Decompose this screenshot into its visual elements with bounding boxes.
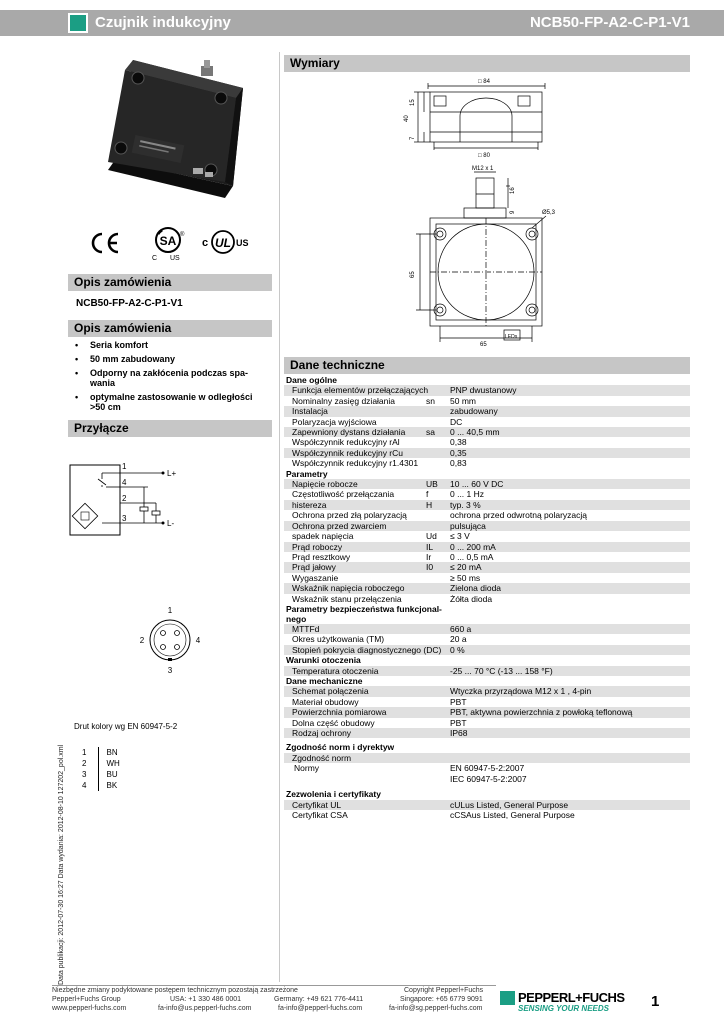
- tech-row: [284, 594, 690, 604]
- ul-mark-icon: [202, 231, 249, 253]
- footer-germany-phone: Germany: +49 621 776-4411: [274, 996, 364, 1003]
- tech-symbol: [426, 753, 450, 763]
- tech-value: 0 ... 1 Hz: [450, 489, 485, 500]
- tech-value: DC: [450, 416, 463, 427]
- feature-item: • Odporny na zakłócenia podczas spa-wania: [72, 368, 270, 388]
- tech-label: Powierzchnia pomiarowa: [292, 707, 387, 718]
- wire-color-row: 1 BN: [72, 747, 120, 758]
- section-order-1: Opis zamówienia: [68, 274, 272, 291]
- tech-label: Częstotliwość przełączania: [292, 489, 395, 500]
- tech-value: ≤ 20 mA: [450, 562, 482, 573]
- tech-label: Współczynnik redukcyjny rAl: [292, 437, 400, 448]
- product-model: NCB50-FP-A2-C-P1-V1: [529, 14, 690, 31]
- tech-value: 0,38: [450, 437, 467, 448]
- tech-value: [450, 753, 690, 763]
- tech-symbol: [426, 448, 450, 458]
- wire-color-row: 3 BU: [72, 769, 120, 780]
- tech-symbol: [426, 686, 450, 696]
- tech-symbol: Ir: [426, 551, 432, 562]
- tech-value: PNP dwustanowy: [450, 385, 517, 396]
- svg-text:65: 65: [480, 342, 487, 348]
- tech-symbol: [426, 634, 450, 644]
- tech-row: [284, 697, 690, 707]
- svg-text:2: 2: [122, 494, 127, 503]
- tech-symbol: [426, 458, 450, 468]
- tech-label: Stopień pokrycia diagnostycznego (DC): [292, 644, 442, 655]
- tech-value: pulsująca: [450, 520, 486, 531]
- tech-row: [284, 645, 690, 655]
- tech-value: cULus Listed, General Purpose: [450, 799, 569, 810]
- tech-row: [284, 634, 690, 644]
- tech-symbol: [426, 573, 450, 583]
- tech-label: Prąd resztkowy: [292, 551, 351, 562]
- tech-symbol: [426, 583, 450, 593]
- tech-value: zabudowany: [450, 406, 498, 417]
- feature-item: • Seria komfort: [72, 340, 270, 350]
- tech-label: Nominalny zasięg działania: [292, 395, 396, 406]
- tech-label: Schemat połączenia: [292, 686, 369, 697]
- tech-label: Funkcja elementów przełączających: [292, 385, 429, 396]
- tech-label: Współczynnik redukcyjny r1.4301: [292, 458, 419, 469]
- tech-label: Zgodność norm: [292, 752, 352, 763]
- tech-row: [284, 448, 690, 458]
- certification-logos: [88, 222, 268, 266]
- tech-symbol: [426, 594, 450, 604]
- footer-copyright: Copyright Pepperl+Fuchs: [404, 987, 484, 994]
- company-logo: [500, 990, 640, 1014]
- footer-singapore-phone: Singapore: +65 6779 9091: [400, 996, 483, 1003]
- tech-label: Instalacja: [292, 406, 328, 417]
- tech-symbol: UB: [426, 479, 438, 490]
- tech-symbol: I0: [426, 562, 434, 573]
- tech-value: ≥ 50 ms: [450, 572, 481, 583]
- tech-row: [284, 800, 690, 810]
- tech-value: -25 ... 70 °C (-13 ... 158 °F): [450, 665, 553, 676]
- tech-symbol: [426, 697, 450, 707]
- footer-changes-note: Niezbędne zmiany podyktowane postępem technicznym pozostają zastrzeżone: [52, 987, 298, 994]
- svg-text:40: 40: [404, 115, 410, 122]
- footer-usa-phone: USA: +1 330 486 0001: [170, 996, 242, 1003]
- tech-row: [284, 458, 690, 468]
- svg-text:1: 1: [167, 606, 173, 615]
- tech-row: [284, 489, 690, 499]
- tech-value: PBT: [450, 696, 467, 707]
- tech-row: [284, 562, 690, 572]
- column-divider: [279, 52, 280, 982]
- tech-group-heading: Dane mechaniczne: [286, 675, 363, 686]
- tech-symbol: IL: [426, 541, 434, 552]
- svg-text:1: 1: [122, 462, 127, 471]
- tech-row: [284, 624, 690, 634]
- feature-item: • optymalne zastosowanie w odległości >50 cm: [72, 392, 270, 412]
- footer-usa-email[interactable]: fa-info@us.pepperl-fuchs.com: [158, 1005, 252, 1012]
- tech-value: PBT: [450, 717, 467, 728]
- tech-symbol: sn: [426, 395, 435, 406]
- footer-group: Pepperl+Fuchs Group: [52, 996, 121, 1003]
- logo-name: PEPPERL+FUCHS: [518, 990, 625, 1005]
- svg-text:9: 9: [510, 210, 516, 214]
- section-dimensions: Wymiary: [284, 55, 690, 72]
- tech-value: ≤ 3 V: [450, 531, 470, 542]
- order-model-number: NCB50-FP-A2-C-P1-V1: [76, 298, 183, 309]
- svg-text:US: US: [236, 238, 249, 248]
- tech-value: 0 ... 200 mA: [450, 541, 496, 552]
- svg-text:US: US: [170, 255, 180, 262]
- tech-row: [284, 583, 690, 593]
- tech-symbol: [426, 810, 450, 820]
- svg-text:C: C: [152, 255, 158, 262]
- tech-symbol: sa: [426, 427, 435, 438]
- footer-web-link[interactable]: www.pepperl-fuchs.com: [52, 1005, 127, 1012]
- tech-group-heading: Dane ogólne: [286, 375, 338, 385]
- tech-label: Ochrona przed zwarciem: [292, 520, 387, 531]
- section-connection: Przyłącze: [68, 420, 272, 437]
- tech-label: Polaryzacja wyjściowa: [292, 416, 377, 427]
- tech-row: [284, 666, 690, 676]
- tech-label: Prąd roboczy: [292, 541, 343, 552]
- tech-row: [284, 718, 690, 728]
- svg-text:□ 84: □ 84: [478, 79, 490, 85]
- tech-label: Okres użytkowania (TM): [292, 634, 385, 645]
- svg-text:16: 16: [510, 187, 516, 194]
- tech-group-heading: Parametry bezpieczeństwa funkcjonal-nego: [286, 603, 442, 624]
- tech-row: [284, 542, 690, 552]
- svg-text:□ 80: □ 80: [478, 153, 490, 159]
- tech-value: Żółta dioda: [450, 593, 493, 604]
- logo-slogan: SENSING YOUR NEEDS: [518, 1004, 609, 1013]
- tech-group-heading: Parametry: [286, 468, 328, 479]
- tech-label: Zapewniony dystans działania: [292, 427, 406, 438]
- pf-logo-icon: [500, 991, 515, 1005]
- tech-label: histereza: [292, 499, 327, 510]
- tech-symbol: [426, 800, 450, 810]
- tech-value: Wtyczka przyrządowa M12 x 1 , 4-pin: [450, 686, 592, 697]
- svg-text:Ø5,3: Ø5,3: [542, 210, 556, 216]
- footer-singapore-email[interactable]: fa-info@sg.pepperl-fuchs.com: [389, 1005, 483, 1012]
- tech-group-heading: Zezwolenia i certyfikaty: [286, 789, 381, 800]
- tech-value: 50 mm: [450, 395, 476, 406]
- tech-label: Normy: [294, 763, 320, 774]
- section-order-2: Opis zamówienia: [68, 320, 272, 337]
- tech-label: Certyfikat CSA: [292, 810, 348, 821]
- tech-label: Napięcie robocze: [292, 479, 358, 490]
- svg-text:65: 65: [410, 271, 416, 278]
- tech-value: cCSAus Listed, General Purpose: [450, 810, 575, 821]
- footer-germany-email[interactable]: fa-info@pepperl-fuchs.com: [278, 1005, 363, 1012]
- tech-row: [284, 707, 690, 717]
- publication-dates: Data publikacji: 2012-07-30 16:27 Data wydania: 2012-08-10 127202_pol.xml: [58, 744, 65, 985]
- tech-symbol: f: [426, 489, 429, 500]
- tech-row: [284, 510, 690, 520]
- svg-text:L-: L-: [167, 519, 175, 528]
- svg-text:3: 3: [167, 666, 173, 675]
- tech-symbol: [426, 521, 450, 531]
- tech-label: spadek napięcia: [292, 531, 354, 542]
- svg-text:UL: UL: [215, 236, 231, 250]
- tech-row: [284, 686, 690, 696]
- svg-text:SA: SA: [159, 234, 177, 248]
- tech-value: ochrona przed odwrotną polaryzacją: [450, 510, 588, 521]
- tech-row: [284, 753, 690, 763]
- tech-row: [284, 500, 690, 510]
- technical-data-table: [284, 375, 690, 820]
- svg-text:2: 2: [139, 636, 145, 645]
- tech-row: [284, 406, 690, 416]
- svg-text:®: ®: [180, 232, 185, 238]
- svg-text:LEDs: LEDs: [505, 334, 518, 340]
- tech-value: 0 ... 0,5 mA: [450, 551, 494, 562]
- tech-value: 660 a: [450, 623, 472, 634]
- tech-symbol: [426, 707, 450, 717]
- wire-color-row: 2 WH: [82, 759, 120, 768]
- wire-colors: [72, 722, 177, 791]
- tech-symbol: [426, 385, 450, 395]
- tech-symbol: [426, 645, 450, 655]
- tech-group-heading: Warunki otoczenia: [286, 655, 361, 666]
- tech-label: Materiał obudowy: [292, 696, 359, 707]
- feature-item: • 50 mm zabudowany: [72, 354, 270, 364]
- tech-value: 0,83: [450, 458, 467, 469]
- tech-row: [284, 763, 690, 785]
- tech-label: MTTFd: [292, 623, 320, 634]
- tech-row: [284, 521, 690, 531]
- svg-text:3: 3: [122, 514, 127, 523]
- tech-row: [284, 728, 690, 738]
- ce-mark-icon: [93, 234, 118, 252]
- tech-symbol: [426, 417, 450, 427]
- tech-value: typ. 3 %: [450, 499, 481, 510]
- tech-row: [284, 427, 690, 437]
- brand-square-icon: [68, 13, 88, 33]
- tech-value: PBT, aktywna powierzchnia z powłoką teflonową: [450, 707, 633, 718]
- tech-value-line: IEC 60947-5-2:2007: [450, 773, 527, 784]
- tech-label: Temperatura otoczenia: [292, 665, 379, 676]
- tech-symbol: Ud: [426, 531, 437, 542]
- tech-row: [284, 573, 690, 583]
- tech-symbol: [426, 510, 450, 520]
- tech-label: Ochrona przed złą polaryzacją: [292, 510, 407, 521]
- tech-row: [284, 417, 690, 427]
- tech-value-line: EN 60947-5-2:2007: [450, 763, 525, 774]
- svg-text:4: 4: [195, 636, 201, 645]
- tech-value: 0,35: [450, 447, 467, 458]
- tech-label: Wygaszanie: [292, 572, 339, 583]
- tech-row: [284, 552, 690, 562]
- header-bar: [0, 10, 724, 36]
- tech-symbol: [426, 624, 450, 634]
- tech-value: 0 %: [450, 644, 465, 655]
- tech-row: [284, 810, 690, 820]
- tech-label: Dolna część obudowy: [292, 717, 375, 728]
- tech-symbol: H: [426, 499, 433, 510]
- tech-label: Wskaźnik napięcia roboczego: [292, 583, 405, 594]
- tech-row: [284, 531, 690, 541]
- tech-label: Wskaźnik stanu przełączenia: [292, 593, 402, 604]
- tech-value: 20 a: [450, 634, 467, 645]
- tech-symbol: [426, 728, 450, 738]
- svg-text:M12 x 1: M12 x 1: [472, 166, 494, 172]
- tech-value: Zielona dioda: [450, 583, 502, 594]
- product-photo: [93, 58, 253, 208]
- page-title: Czujnik indukcyjny: [95, 14, 231, 31]
- tech-row: [284, 396, 690, 406]
- svg-text:c: c: [202, 237, 209, 249]
- tech-value: 10 ... 60 V DC: [450, 479, 504, 490]
- tech-symbol: [426, 437, 450, 447]
- tech-row: [284, 479, 690, 489]
- tech-value: IP68: [450, 728, 468, 738]
- wiring-diagram: [68, 455, 228, 545]
- tech-group-heading: Zgodność norm i dyrektyw: [286, 742, 395, 753]
- wire-color-row: 4 BK: [72, 780, 120, 791]
- csa-mark-icon: [152, 228, 185, 262]
- wire-colors-title: Drut kolory wg EN 60947-5-2: [74, 722, 178, 731]
- tech-value: [450, 763, 690, 785]
- feature-list: [72, 340, 270, 416]
- pinout-diagram: [130, 603, 210, 678]
- tech-symbol: [426, 406, 450, 416]
- tech-label: Rodzaj ochrony: [292, 728, 352, 738]
- dimension-drawing: [400, 76, 575, 351]
- svg-text:7: 7: [410, 136, 416, 140]
- tech-symbol: [426, 666, 450, 676]
- tech-symbol: [426, 718, 450, 728]
- tech-symbol: [426, 763, 450, 785]
- svg-text:15: 15: [410, 99, 416, 106]
- page-number: 1: [651, 993, 660, 1010]
- tech-row: [284, 385, 690, 395]
- tech-label: Prąd jałowy: [292, 562, 336, 573]
- tech-label: Certyfikat UL: [292, 799, 342, 810]
- svg-text:4: 4: [122, 478, 127, 487]
- tech-value: 0 ... 40,5 mm: [450, 427, 500, 438]
- section-technical-data: Dane techniczne: [284, 357, 690, 374]
- tech-row: [284, 437, 690, 447]
- tech-label: Współczynnik redukcyjny rCu: [292, 447, 404, 458]
- svg-text:L+: L+: [167, 469, 177, 478]
